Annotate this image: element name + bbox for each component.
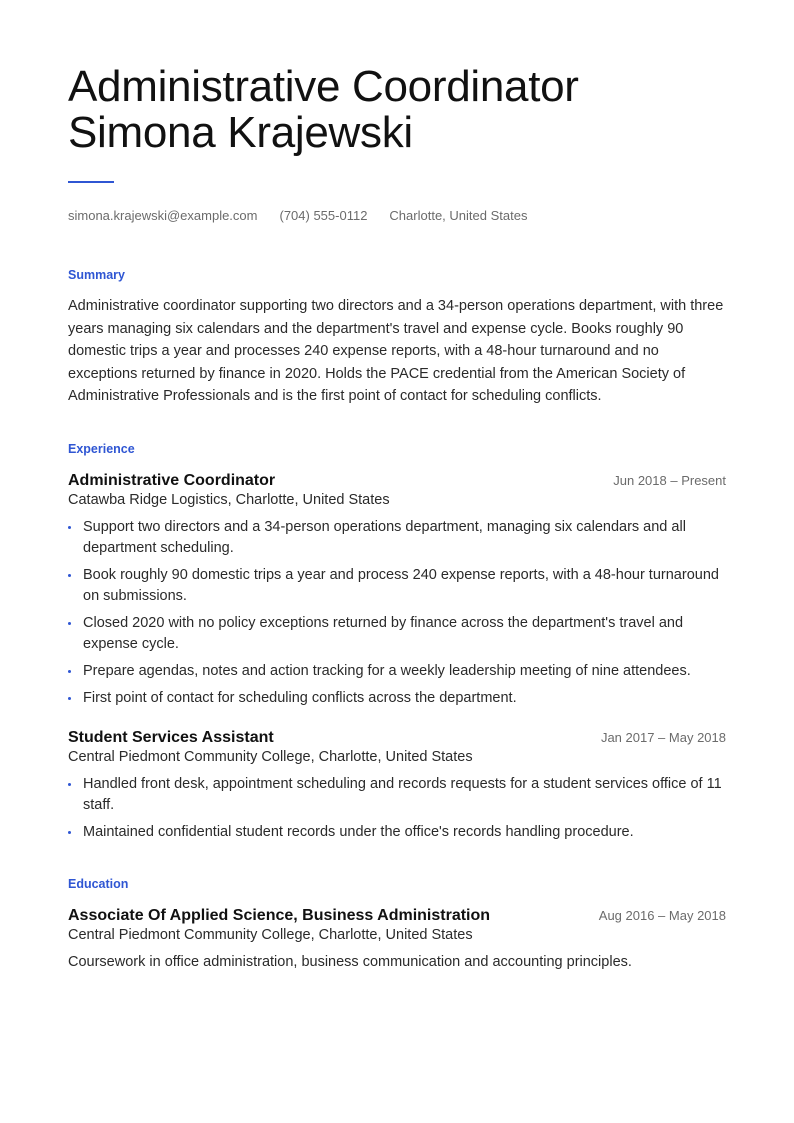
bullet-item	[68, 774, 726, 816]
bullet-item	[68, 688, 726, 709]
education-entry	[68, 907, 726, 973]
summary-heading: Summary	[68, 268, 125, 282]
resume-page	[68, 64, 726, 973]
bullet-dot-icon	[68, 783, 71, 786]
job-entry	[68, 729, 726, 843]
bullet-item	[68, 613, 726, 655]
experience-heading: Experience	[68, 441, 135, 456]
bullet-text: Prepare agendas, notes and action tracking for a weekly leadership meeting of nine attendees.	[83, 662, 691, 679]
job-dates: Jun 2018 – Present	[613, 472, 726, 488]
job-role: Student Services Assistant	[68, 728, 274, 746]
job-entry	[68, 472, 726, 709]
bullet-text: First point of contact for scheduling conflicts across the department.	[83, 689, 517, 706]
bullet-item	[68, 661, 726, 682]
bullet-item	[68, 822, 726, 843]
bullet-text: Book roughly 90 domestic trips a year and process 240 expense reports, with a 48-hour turnaround on submissions.	[83, 566, 719, 604]
job-employer: Central Piedmont Community College, Charlotte, United States	[68, 748, 473, 765]
job-bullets	[68, 774, 726, 843]
education-dates: Aug 2016 – May 2018	[598, 907, 726, 923]
bullet-dot-icon	[68, 670, 71, 673]
contact-email[interactable]: simona.krajewski@example.com	[68, 208, 258, 223]
job-role: Administrative Coordinator	[68, 471, 276, 489]
accent-divider	[68, 181, 114, 183]
job-employer: Catawba Ridge Logistics, Charlotte, United States	[68, 491, 390, 508]
bullet-dot-icon	[68, 574, 71, 577]
bullet-dot-icon	[68, 697, 71, 700]
bullet-dot-icon	[68, 526, 71, 529]
contact-location: Charlotte, United States	[389, 208, 528, 223]
job-bullets	[68, 517, 726, 709]
bullet-text: Maintained confidential student records under the office's records handling procedure.	[83, 823, 634, 840]
bullet-dot-icon	[68, 831, 71, 834]
bullet-dot-icon	[68, 622, 71, 625]
education-institution: Central Piedmont Community College, Charlotte, United States	[68, 926, 473, 943]
job-title-heading: Administrative Coordinator	[68, 62, 579, 111]
contact-phone[interactable]: (704) 555-0112	[279, 208, 368, 223]
candidate-name: Simona Krajewski	[68, 108, 413, 157]
bullet-text: Closed 2020 with no policy exceptions returned by finance across the department's travel and expense cycle.	[83, 614, 684, 652]
degree-title: Associate Of Applied Science, Business Administration	[68, 906, 491, 924]
education-heading: Education	[68, 876, 129, 891]
bullet-text: Support two directors and a 34-person operations department, managing six calendars and all department scheduling.	[83, 518, 686, 556]
bullet-item	[68, 565, 726, 607]
bullet-text: Handled front desk, appointment scheduling and records requests for a student services office of 11 staff.	[83, 775, 722, 813]
summary-text: Administrative coordinator supporting two directors and a 34-person operations department, with three years managing six calendars and the department's travel and expense cycle. Books roughly 90 domestic trips a year and processes 240 expense reports, with a 48-hour turnaround and no exceptions returned by finance in 2020. Holds the PACE credential from the American Society of Administrative Professionals and is the first point of contact for scheduling conflicts.	[68, 298, 724, 404]
contact-line	[68, 208, 726, 223]
education-note: Coursework in office administration, business communication and accounting principles.	[68, 953, 632, 970]
job-dates: Jan 2017 – May 2018	[600, 729, 726, 745]
bullet-item	[68, 517, 726, 559]
